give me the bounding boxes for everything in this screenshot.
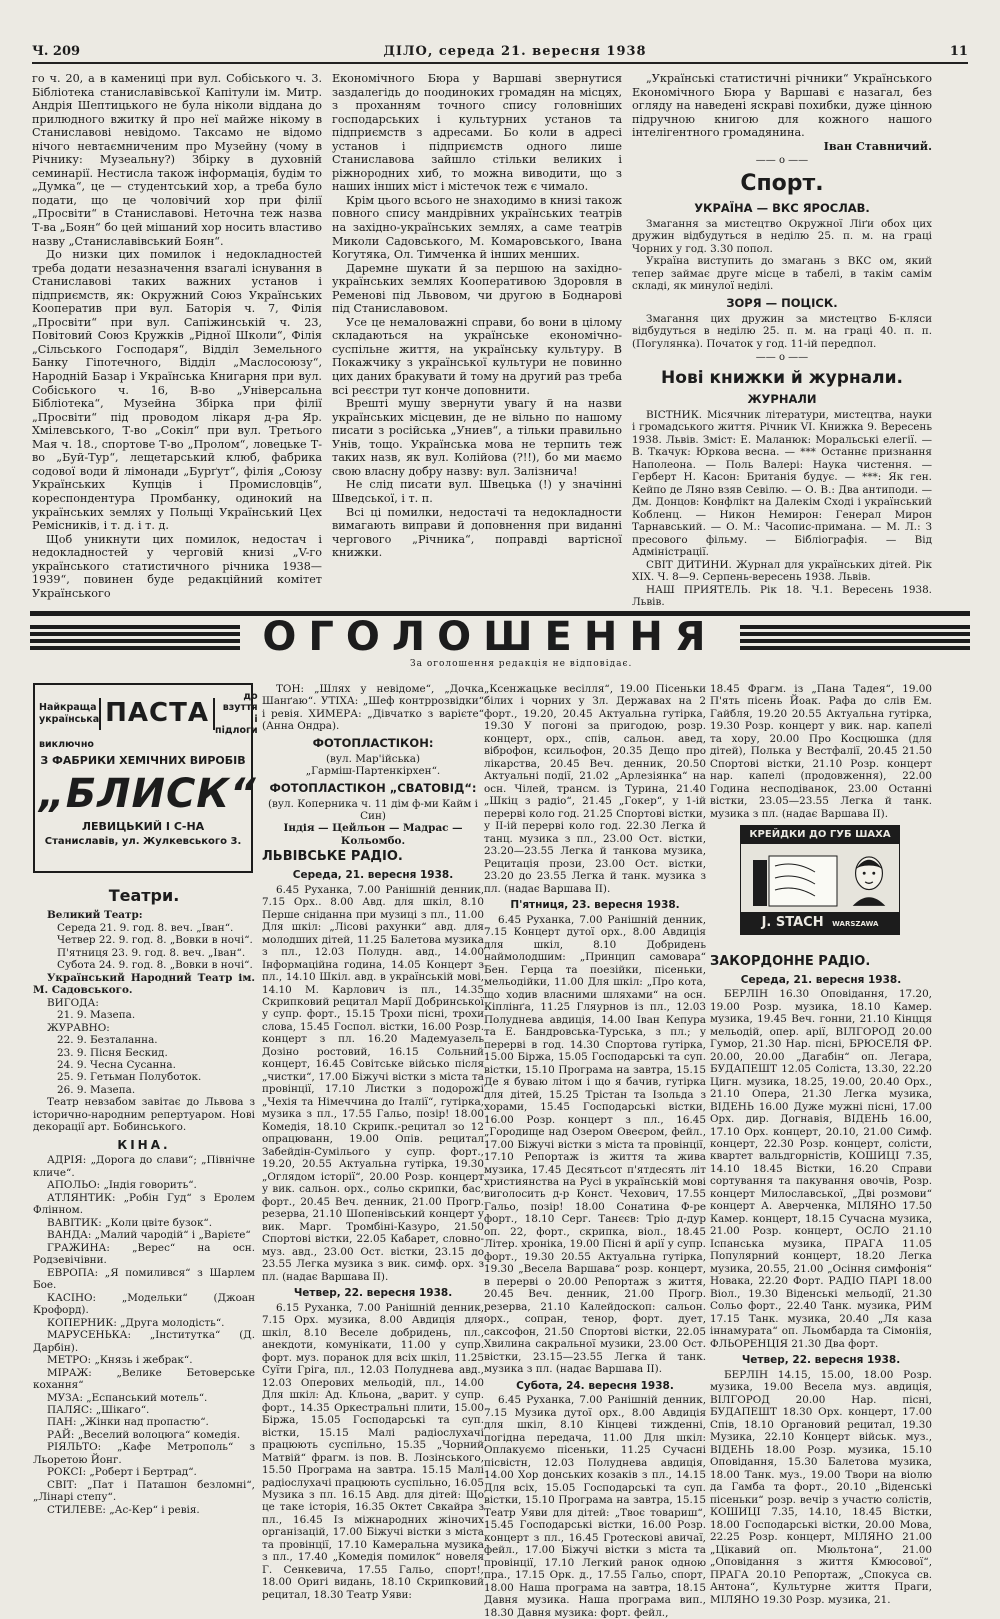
cinema-line: ПАН: „Жінки над пропастю“. [47,1416,209,1429]
radio-program: 6.45 Руханка, 7.00 Ранішній денник, 7.15 Концерт дутої орх., 8.00 Авдиція для шкіл, 8.10 Добридень наймолодшим: „Принцип самовара“ Бен. Герца та поезійки, пісеньки, мельодійки, 11.00 Для шкіл: „Про кота, що ходив власними шляхами“ на осн. Кіплінґа, 11.25 Гляурнов із пл., 12.03 Полуднева авдиція, 14.00 Іван Кепура та Е. Бандровська-Турська, з пл.; у перерві в год. 14.30 Спортова гутірка, 15.00 Біржа, 15.05 Господарські та суп. вістки, 15.10 Програма на завтра, 15.15 Де я буваю літом і що я бачив, гутірка для дітей, 15.25 Трістан та Ізольда з хорами, 15.45 Господарські вістки, 16.00 Розр. концерт з пл., 16.45 „Городище над Озером Овеєром, фейл., 17.00 Біжучі вістки з міста та провінції, 17.10 Репортаж із життя та жива музика, 17.45 Десятьсот п'ятдесять літ християнства на Русі в українській мові виголосить д-р Конст. Чехович, 17.55 Гальо, позір! 18.00 Сонатина Ф-ре форт., 18.10 Серг. Танєєв: Тріо д-дур оп. 22, форт., скрипка, віол., 18.45 Літер. хроніка, 19.00 Пісні й арії у супр. форт., 19.30 20.55 Актуальна гутірка, 19.30 „Весела Варшава“ розр. концерт, в перерві о 20.00 Репортаж з життя, 20.45 Веч. денник, 21.00 Прогр. резерва, 21.10 Калейдоскоп: сальон. орх., сопран, тенор, форт. дует, саксофон, 21.50 Спортові вістки, 22.05 Хвилина сакральної музики, 23.00 Ост. вістки, 23.15—23.55 Легка й танк. музика з пл. (надає Варшава II). [484,913,706,1376]
woman-portrait-icon [845,850,893,908]
article-column-2 [332,72,622,587]
lviv-radio-heading: ЛЬВІВСЬКЕ РАДІО. [262,849,403,865]
ad-text: виключно [39,738,94,750]
ad-header-row [39,691,258,737]
ad-brand: „БЛИСК“ [39,770,257,817]
cinema-line: РАЙ: „Веселий волоцюга“ комедія. [47,1428,241,1441]
article-paragraph: Не слід писати вул. Швецька (!) у значінні Шведської, і т. п. [332,478,622,505]
cinema-line: ЕВРОПА: „Я помилився“ з Шарлем Бое. [33,1266,255,1292]
sport-match-heading: УКРАЇНА — ВКС ЯРОСЛАВ. [694,200,870,215]
article-paragraph: „Українські статистичні річники“ Українського Економічного Бюра у Варшаві є назагал, без огляду на наведені яскраві похибки, дуже цінною підручною книгою для кожного нашого інтелігентного громадянина. [632,72,932,140]
ad-product-name: ПАСТА [99,698,215,729]
sport-match-heading: ЗОРЯ — ПОЦІСК. [726,295,838,310]
ad-brand-name: J. STACH [761,915,824,931]
cinema-line: РОКСІ: „Роберт і Бертрад“. [47,1466,197,1479]
cinema-line: КОПЕРНИК: „Друга молодість“. [47,1316,225,1329]
radio-program: 6.15 Руханка, 7.00 Ранішній денник, 7.15 Орх. музика, 8.00 Авдиція для шкіл, 8.10 Веселе добридень, пл., анекдоти, комунікати, 11.00 у супр. форт. муз. поранок для всіх шкіл, 11.25 Суїти Гріга, пл., 12.03 Полуднева авд., 12.03 Оперових мельодій, пл., 14.00 Для шкіл: Ад. Кльона, „варит. у супр. форт., 14.35 Оркестральні плити, 15.00 Біржа, 15.05 Господарські та суп. вістки, 15.15 Малі радіослухачі працюють суспільно, 15.35 „Чорний Матвій“ фрагм. із пов. В. Лозінського, 15.50 Програма на завтра. 15.15 Малі радіослухачі працюють суспільно, 16.05 Музика з пл. 16.15 Авд. для дітей: Що це таке історія, 16.35 Октет Свкайра з пл., 16.45 Із міжнародних жіночих організацій, 17.00 Біжучі вістки з міста та провінції, 17.10 Камеральна музика з пл., 17.40 „Комедія помилок“ новеля Г. Сенкевича, 17.55 Гальо, спорт!, 18.00 Оригі видань, 18.10 Скрипковий рецитал, 18.30 Театр Уяви: [262,1301,484,1601]
cinemas-heading: КІНА. [117,1137,171,1152]
page-index: 11 [949,44,968,60]
theatre-line: Субота 24. 9. год. 8. „Вовки в ночі“. [57,959,253,972]
radio-day-heading: Середа, 21. вересня 1938. [292,869,454,882]
cinema-line: АДРІЯ: „Дорога до слави“; „Північне кличе“. [33,1154,255,1179]
fotoplastikon-address: (вул. Коперника ч. 11 дім ф-ми Кайм і Син) [267,797,479,822]
banner-stripes-right [740,625,970,651]
article-paragraph: Врешті мушу звернути увагу й на назви українських місцевин, де не вільно по нашому писати з російська „Униев“, а тільки правильно Унів, тощо. Українська мова не терпить теж таких назв, як вул. Колійова (?!!), бо ми маємо свою власну добру назву: вул. Залізнича! [332,397,622,478]
fotoplastikon-address: (вул. Мар'ійська) [325,752,421,765]
theatre-line: Театр невзабом завітає до Львова з історично-народним репертуаром. Нові декорації арт. Бобинського. [33,1096,255,1134]
theatre-line: 24. 9. Чесна Сусанна. [57,1059,176,1071]
lipstick-illustration-icon [751,852,841,910]
article-paragraph: До низки цих помилок і недокладностей треба додати незазначення взагалі існування в Станиславові таких важних установ і підприємств, як: Окружний Союз Українських Кооператив при вул. Баторія ч. 7, Філія „Просвіти“ при вул. Сапіжинській ч. 23, Повітовий Союз Кружків „Рідної Школи“, Філія „Сільського Господаря“, Відділ Земельного Банку Гіпотечного, Відділ „Маслосоюзу“, Народній Базар і Українська Книгарня при вул. Собіського ч. 16, В-во „Універсальна Бібліотека“, Музейна Збірка при філії „Просвіти“ під проводом лікаря д-ра Яр. Хмілевського, Т-во „Сокіл“ при вул. Третього Мая ч. 18., спортове Т-во „Пролом“, ловецьке Т-во „Буй-Тур“, лещетарський клюб, фабрика содової води й лімонади „Бурґут“, філія „Союзу Українських Купців і Промисловців“, кореспондентура Промбанку, одинокий на українських землях у Польщі Український Цех Ремісників, і т. д. і т. д. [32,248,322,533]
radio-day-heading: Четвер, 22. вересня 1938. [293,1287,453,1300]
masthead [32,44,968,64]
ad-text: українська [39,713,100,725]
ad-owner: ЛЕВИЦЬКИЙ І С-НА [81,820,205,834]
sport-paragraph: Україна виступить до змагань з ВКС ом, який тепер займає друге місце в табелі, в такім самім складі, як минулої неділі. [632,255,932,293]
section-divider: —— о —— [755,155,809,167]
article-paragraph: Економічного Бюра у Варшаві звернутися заздалегідь до поодиноких громадян на місцях, з проханням точного спису головніших господарських і культурних установ та підприємств з адресами. Бо коли в адресі установ і підприємств одного лише Станиславова зайшло стільки великих і ріжнородних хиб, то можна виводити, що з наших інших міст і містечок теж є чимало. [332,72,622,194]
ad-text: Найкраща [39,702,97,714]
cinema-line: МІРАЖ: „Велике Бетоверське кохання“ [33,1366,255,1392]
cinema-line: СТИЛЕВЕ: „Ас-Кер“ і ревія. [47,1503,200,1516]
journal-entry: СВІТ ДИТИНИ. Журнал для українських дітей. Рік XIX. Ч. 8—9. Серпень-вересень 1938. Львів. [632,558,932,584]
sport-heading: Спорт. [740,171,824,197]
ad-kreidky [740,825,900,935]
cinema-line: АТЛЯНТИК: „Робін Гуд“ з Еролем Флінном. [33,1191,255,1217]
radio-day-heading: П'ятниця, 23. вересня 1938. [510,899,680,912]
ad-factory: З ФАБРИКИ ХЕМІЧНИХ ВИРОБІВ [40,754,246,768]
journals-heading: ЖУРНАЛИ [747,391,817,406]
listings-column-2 [262,683,484,1601]
ad-blisk-paste [33,683,258,873]
theatre-line: 21. 9. Мазепа. [57,1009,136,1022]
cinema-line: ГРАЖИНА: „Верес“ на осн. Родзевічівни. [33,1241,255,1267]
fotoplastikon-show: Індія — Цейльон — Мадрас — Кольомбо. [283,822,463,847]
radio-program: 6.45 Руханка, 7.00 Ранішній денник, 7.15 Музика дутої орх., 8.00 Авдиція для шкіл, 8.10 Кінцеві тижденні, погідна передача, 11.00 Для шкіл: Оплакуємо пісеньки, 11.25 Сучасні пісвістн, 12.03 Полуднева авдиція, 14.00 Хор донських козаків з пл., 14.15 Для всіх, 15.05 Господарські та суп. вістки, 15.10 Програма на завтра, 15.15 Театр Уяви для дітей: „Твоє товариш“, 15.45 Господарські вістки, 16.00 Розр. концерт з пл., 16.45 Гротескові авичаї, фейл., 17.00 Біжучі вістки з міста та провінції, 17.10 Легкий ранок одною пра., 17.15 Орк. д., 17.55 Гальо, спорт, 18.00 Наша програма на завтра, 18.15 Давня музика. Наша програма вип., 18.30 Давня музика: форт. фейл., [484,1394,706,1619]
radio-program: 18.45 Фрагм. із „Пана Тадея“, 19.00 П'ять пісень Йоак. Рафа до слів Ем. Гайбля, 19.20 20.55 Актуальна гутірка, 19.30 Розр. концерт у вик. нар. капелі та хору, 20.00 Про Косцюшка (для дітей), Полька у Вестфалії, 20.45 21.50 Спортові вістки, 21.10 Розр. концерт нар. капелі (продовження), 22.00 Година несподіванок, 23.00 Останні вістки, 23.05—23.55 Легка й танк. музика з пл. (надає Варшава II). [710,683,932,820]
foreign-radio-column [710,952,932,1606]
cinema-line: ТОН: „Шлях у невідоме“, „Дочка Шанґаю“. УТІХА: „Шеф контррозвідки“ і ревія. ХИМЕРА: „Дівчатко з варієте“ (Анна Ондра). [262,683,484,733]
cinema-line: МАРУСЕНЬКА: „Інститутка“ (Д. Дарбін). [33,1329,255,1354]
page-issue-number: Ч. 209 [32,44,81,60]
ad-city: WARSZAWA [832,920,879,929]
listings-column-3 [484,683,706,1619]
cinema-line: МУЗА: „Еспанський мотель“. [47,1391,208,1404]
cinema-line: МЕТРО: „Князь і жебрак“. [47,1354,193,1367]
announcements-banner [30,603,970,673]
theatre-line: ВИГОДА: [47,996,99,1009]
ad-text: і підлоги [215,713,258,737]
foreign-radio-heading: ЗАКОРДОННЕ РАДІО. [710,954,871,969]
theatre-line: Середа 21. 9. год. 8. веч. „Іван“. [57,921,234,934]
article-paragraph: Даремне шукати й за першою на західно-українських землях Кооперативою Здоровля в Ременові під Львовом, чи другою в Боднарові під Станиславовом. [332,261,622,316]
theatre-line: Четвер 22. 9. год. 8. „Вовки в ночі“. [57,934,253,947]
ad-text: до взуття [222,691,258,714]
banner-disclaimer: За оголошення редакція не відповідає. [410,659,633,669]
fotoplastikon-show: „Гарміш-Партенкірхен“. [305,765,441,778]
radio-program: 6.45 Руханка, 7.00 Ранішній денник, 7.15 Орх.. 8.00 Авд. для шкіл, 8.10 Перше сніданна при музиці з пл., 11.00 Для шкіл: „Лісові рахунки“ авд. для молодших дітей, 11.25 Балетова музика з пл., 12.03 Полудн. авд., 14.00 Інформаційна година, 14.05 Концерт з пл., 14.10 Шкіл. авд. в українській мові, 14.10 М. Карлович із пл., 14.35 Скрипковий рецитал Марії Добринської у супр. форт., 15.15 Трохи пісні, трохи слова, 15.45 Госпол. вістки, 16.00 Розр. концерт з пл. 16.20 Мадемуазель Дозіно ростовий, 16.15 Сольний концерт, 16.45 Совітське військо після „чистки“, 17.00 Біжучі вістки з міста та провінції, 17.10 Листки з подорожі „Чехія та Німеччина до Італії“, гутірка, музика з пл., 17.55 Гальо, позір! 18.00 Комедія, 18.10 Скрипк.-рецитал зо 12 опрацюванн, 19.00 Опів. рецитал Забейдін-Сумілього у супр. форт., 19.20, 20.55 Актуальна гутірка, 19.30 „Оглядом історії“, 20.00 Розр. концерт у вик. сальон. орх., сольо скрипки, бас, форт., 20.45 Веч. денник, 21.00 Прогр. резерва, 21.10 Шопенівський концерт у вик. Марг. Тромбіні-Казуро, 21.50 Спортові вістки, 22.05 Кабарет, словно-муз. авд., 23.00 Ост. вістки, 23.15 до 23.55 Легка музика з вик. симф. орх. з пл. (надає Варшава II). [262,883,484,1283]
theatre-line: Український Народний Театр ім. М. Садовського. [33,971,255,997]
listings-column-4-top [710,683,932,823]
theatre-line: 25. 9. Гетьман Полуботок. [57,1071,202,1084]
article-paragraph: Усе це немаловажні справи, бо вони в цілому складаються на українське економічно-суспільне життя, на українську культуру. В Покажчику з української культури не повинно цих даних бракувати й тому на другий раз треба всі реєстри тут конче доповнити. [332,315,622,397]
ad-kreidky-title: КРЕЙДКИ ДО ГУБ ШАХА [741,826,899,844]
article-column-1 [32,72,322,600]
journal-entry: ВІСТНИК. Місячник літератури, мистецтва, науки і громадського життя. Річник VI. Книжка 9. Вересень 1938. Львів. Зміст: Е. Маланюк: Моральські елегії. — В. Ткачук: Юркова весна. — *** Останнє признання Наполеона. — Поль Валері: Наука чистення. — Герберт Н. Касон: Британія будує. — ***: Як ген. Кейпо де Ляно взяв Севілю. — О. В.: Два антиподи. — Дм. Донцов: Конфлікт на Далекім Сході і український Кобленц. — Никон Немирон: Генерал Мирон Тарнавський. — О. М.: Часопис-примана. — М. Л.: З пресового фільму. — Бібліографія. — Від Адміністрації. [632,408,932,559]
sport-paragraph: Змагання за мистецтво Окружної Ліґи обох цих дружин відбудуться в неділю 25. п. м. на граці Чорних у год. 3.30 попол. [632,217,932,255]
theatre-line: П'ятниця 23. 9. год. 8. веч. „Іван“. [57,946,246,959]
section-divider: —— о —— [755,352,809,364]
cinema-line: РІЯЛЬТО: „Кафе Метрополь“ з Льоретою Йонг. [33,1441,255,1466]
ad-address: Станиславів, ул. Жулкевського 3. [44,836,242,848]
cinema-line: ВАНДА: „Малий чародій“ і „Варієте“ [47,1229,251,1242]
radio-program: БЕРЛІН 16.30 Оповідання, 17.20, 19.00 Розр. музика, 18.10 Камер. музика, 19.45 Веч. гонни, 21.10 Кінцця мельодій, опер. арії, ВІЛГОРОД 20.00 Гумор, 21.30 Нар. пісні, БРЮСЕЛЯ ФР. 20.00, 20.00 „Дагабін“ оп. Легара, БУДАПЕШТ 12.05 Соліста, 13.30, 22.20 Цигн. музика, 18.25, 19.00, 20.40 Орх., 21.10 Опера, 21.30 Легка музика, ВІДЕНЬ 16.00 Дуже мужні пісні, 17.00 Орх. дир. Догнавія, ВІДЕНЬ 16.00, 17.10 Орх. концерт, 20.10, 21.00 Симф. концерт, 22.30 Розр. концерт, солісти, квартет вальдгорністів, КОШИЦІ 7.35, 14.10 18.45 Вістки, 16.20 Справи сортування та пакування овочів, Розр. концерт Милославської, „Дві розмови“ концерт А. Аверченка, МІЛЯНО 17.50 Камер. концерт, 18.15 Сучасна музика, 21.00 Розр. концерт, ОСЛО 21.10 Іспанська музика, ПРАГА 11.05 Популярний концерт, 18.20 Легка музика, 20.55, 21.00 „Осіння симфонія“ Новака, 22.20 Форт. РАДІО ПАРІ 18.00 Віол., 19.30 Віденські мельодії, 21.30 Сольо форт., 22.40 Танк. музика, РИМ 17.15 Танк. музика, 20.40 „Ля каза іннамурата“ оп. Льомбарда та Сімоніія, ФЛЬОРЕНЦІЯ 21.30 Два форт. [710,988,932,1350]
theatre-line: 23. 9. Пісня Бескид. [57,1046,168,1059]
radio-day-heading: Четвер, 22. вересня 1938. [741,1354,901,1367]
ad-kreidky-brand [741,912,899,934]
cinema-line: ВАВІТИК: „Коли цвіте бузок“. [47,1216,213,1229]
theatres-heading: Театри. [108,886,180,905]
theatre-line: 26. 9. Мазепа. [57,1083,136,1096]
newspaper-title-date: ДІЛО, середа 21. вересня 1938 [383,44,647,60]
radio-day-heading: Середа, 21. вересня 1938. [740,973,902,986]
fotoplastikon-heading: ФОТОПЛАСТІКОН: [312,735,434,750]
theatres-column [33,880,255,1516]
fotoplastikon-heading: ФОТОПЛАСТІКОН „СВАТОВІД“: [269,780,477,795]
radio-day-heading: Субота, 24. вересня 1938. [516,1379,674,1392]
journal-entry: НАШ ПРИЯТЕЛЬ. Рік 18. Ч.1. Вересень 1938. Львів. [632,583,932,608]
article-paragraph: Щоб уникнути цих помилок, недостач і недокладностей у черговій книзі „V-го українського статистичного річника 1938—1939“, повинен буде редакційний комітет Українського [32,532,322,600]
article-author: Іван Ставничий. [823,138,932,153]
article-paragraph: Всі ці помилки, недостачі та недокладности вимагають виправи й доповнення при виданні чергового „Річника“, поправді вартісної книжки. [332,505,622,560]
radio-program: „Ксенжацьке весілля“, 19.00 Пісеньки білих і чорних у Зл. Державах на 2 форт., 19.20, 20.45 Актуальна гутірка, 19.30 У погоні за пригодою, розр. концерт, орх., спів, сальон. авед, віброфон, ксильофон, 20.35 Дещо про лікарства, 20.45 Веч. денник, 20.50 Актуальні події, 21.02 „Арлезіянка“ на осн. Чілей, трансм. із Турина, 21.40 „Шкіц з радіо“, 21.45 „Гокер“, у 1-ій перерві коло год. 21.25 Спортові вістки, у II-ій перерві коло год. 22.30 Легка й танц. музика з пл., 23.00 Ост. вістки, 23.20—23.55 Легка й танкова музика, Рецитація прози, 23.00 Ост. вістки, 23.20 до 23.55 Легка й танк. музика з пл. (надає Варшава II). [484,683,706,895]
theatre-line: Великий Театр: [47,909,143,922]
radio-program: БЕРЛІН 14.15, 15.00, 18.00 Розр. музика, 19.00 Весела муз. авдиція, ВІЛГОРОД 20.00 Нар. пісні, БУДАПЕШТ 18.30 Орх. концерт, 17.00 Спів, 18.10 Органовий рецитал, 19.30 Музика, 22.10 Концерт військ. муз., ВІДЕНЬ 18.00 Розр. музика, 15.10 Оповідання, 15.30 Балетова музика, 18.00 Танк. муз., 19.00 Твори на віолю да Гамба та форт., 20.10 „Віденські пісеньки“ розр. вечір з участю солістів, КОШИЦІ 7.35, 14.10, 18.45 Вістки, 18.00 Господарські вістки, 20.00 Мова, 22.25 Розр. концерт, МІЛЯНО 21.00 „Цікавий оп. Мюльтона“, 21.00 „Оповідання з життя Кмюсової“, ПРАГА 20.10 Репортаж, „Спокуса св. Антона“, Культурне життя Праги, МІЛЯНО 19.30 Розр. музика, 21. [710,1368,932,1606]
banner-title: ОГОЛОШЕННЯ [262,614,718,660]
theatre-line: 22. 9. Безталанна. [57,1034,158,1047]
books-heading: Нові книжки й журнали. [661,368,903,389]
cinema-line: КАСІНО: „Модельки“ (Джоан Крофорд). [33,1291,255,1317]
cinema-line: СВІТ: „Пат і Паташон безломні“, „Лінарі степу“. [33,1478,255,1504]
theatre-line: ЖУРАВНО: [47,1021,110,1034]
article-column-3 [632,72,932,608]
article-paragraph: го ч. 20, а в камениці при вул. Собіського ч. 3. Бібліотека станиславівської Капітули ім. Митр. Андрія Шептицького не була ніколи віддана до прилюдного вжитку й про неї майже нікому в Станиславові невідомо. Таксамо не відомо нічого невтаємниченим про Музейну (чому в Річнику: Музеальну?) Збірку в духовній семинарії. Нестисла також інформація, будім то „Думка“, це — студентський хор, а треба було подати, що це чоловічий хор при філії „Просвіти“ в Станиславові. Неточна теж назва Т-ва „Боян“ бо цей мішаний хор носить властиво назву „Станиславівський Боян“. [32,72,322,248]
cinema-line: ПАЛЯС: „Шікаго“. [47,1403,150,1416]
article-paragraph: Крім цього всього не знаходимо в книзі також повного спису мандрівних українських театрів на західно-українських землях, а саме театрів Миколи Садовського, М. Комаровського, Івана Когутяка, Ол. Тимченка й інших менших. [332,193,622,262]
sport-paragraph: Змагання цих дружин за мистецтво Б-кляси відбудуться в неділю 25. п. м. на граці 40. п. п. (Погулянка). Початок у год. 11-ій передпол. [632,312,932,350]
banner-stripes-left [30,625,240,651]
cinema-line: АПОЛЬО: „Індія говорить“. [47,1179,197,1192]
